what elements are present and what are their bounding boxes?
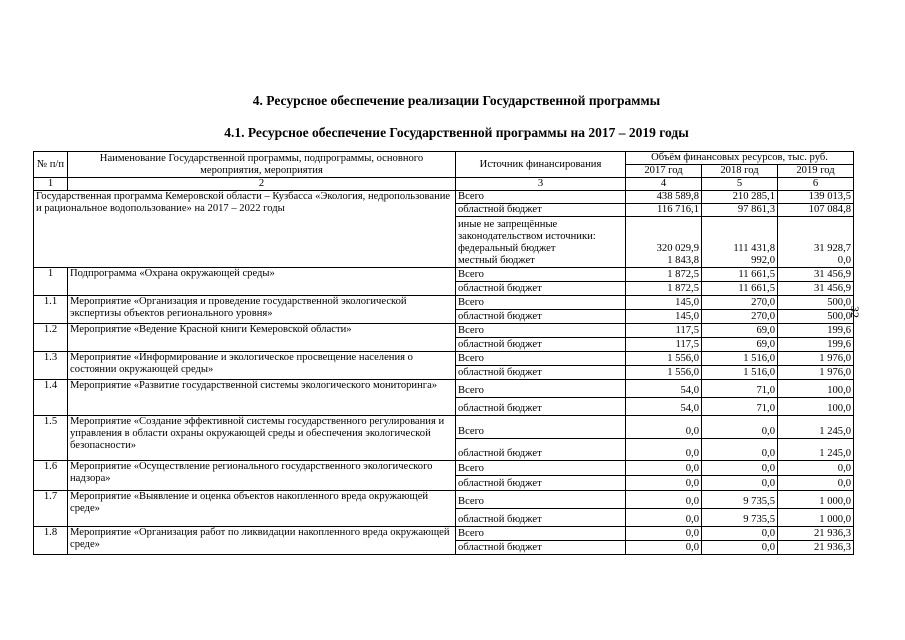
table-row (34, 352, 854, 366)
value-cell: 71,0 (702, 398, 778, 416)
value-cell: 100,0 (778, 398, 854, 416)
value-cell: 0,0 (626, 416, 702, 439)
item-name: Мероприятие «Организация работ по ликвидации накопленного вреда окружающей среде» (68, 527, 456, 555)
header-name: Наименование Государственной программы, подпрограммы, основного мероприятия, мероприятия (68, 152, 456, 178)
table-colnum-row (34, 178, 854, 191)
table-row (34, 191, 854, 204)
value-cell: 11 661,5 (702, 282, 778, 296)
value-cell: 0,0 (702, 439, 778, 461)
value-cell: 210 285,1 (702, 191, 778, 204)
value-cell: 1 976,0 (778, 366, 854, 380)
value-cell: 145,0 (626, 310, 702, 324)
source-cell: Всего (456, 191, 626, 204)
source-cell: областной бюджет (456, 282, 626, 296)
table-row (34, 268, 854, 282)
value-cell: 0,0 (778, 461, 854, 476)
value-cell: 107 084,8 (778, 204, 854, 217)
value-cell: 145,0 (626, 296, 702, 310)
table-row (34, 416, 854, 439)
table-header-row (34, 152, 854, 165)
source-cell: областной бюджет (456, 338, 626, 352)
value-cell: 97 861,3 (702, 204, 778, 217)
value-cell: 500,0 (778, 310, 854, 324)
value-cell: 9 735,5 (702, 491, 778, 509)
item-number: 1.2 (34, 324, 68, 352)
header-volume: Объём финансовых ресурсов, тыс. руб. (626, 152, 854, 165)
value-cell (778, 217, 854, 244)
value-cell: 31 928,7 (778, 243, 854, 255)
source-cell: Всего (456, 324, 626, 338)
header-source: Источник финансирования (456, 152, 626, 178)
value-cell: 31 456,9 (778, 282, 854, 296)
page-number: 32 (848, 306, 862, 318)
value-cell: 21 936,3 (778, 527, 854, 541)
value-cell: 54,0 (626, 398, 702, 416)
value-cell: 0,0 (626, 527, 702, 541)
source-cell: областной бюджет (456, 509, 626, 527)
source-cell: Всего (456, 461, 626, 476)
value-cell (702, 217, 778, 244)
value-cell: 11 661,5 (702, 268, 778, 282)
value-cell: 438 589,8 (626, 191, 702, 204)
value-cell: 320 029,9 (626, 243, 702, 255)
table-row (34, 324, 854, 338)
source-cell: Всего (456, 352, 626, 366)
section-title: 4. Ресурсное обеспечение реализации Государственной программы (252, 93, 661, 108)
value-cell: 111 431,8 (702, 243, 778, 255)
item-number: 1.7 (34, 491, 68, 527)
value-cell: 117,5 (626, 338, 702, 352)
program-name: Государственная программа Кемеровской области – Кузбасса «Экология, недропользование и рациональное водопользование» на 2017 – 2022 годы (34, 191, 456, 268)
item-number: 1.3 (34, 352, 68, 380)
item-name: Мероприятие «Организация и проведение государственной экологической экспертизы объектов регионального уровня» (68, 296, 456, 324)
value-cell: 1 843,8 (626, 255, 702, 268)
value-cell: 0,0 (626, 491, 702, 509)
item-name: Мероприятие «Осуществление регионального государственного экологического надзора» (68, 461, 456, 491)
value-cell: 139 013,5 (778, 191, 854, 204)
table-body (34, 191, 854, 555)
item-number: 1.6 (34, 461, 68, 491)
value-cell: 0,0 (702, 476, 778, 491)
table-row (34, 296, 854, 310)
value-cell: 9 735,5 (702, 509, 778, 527)
value-cell: 0,0 (778, 255, 854, 268)
value-cell: 1 245,0 (778, 416, 854, 439)
value-cell: 0,0 (626, 439, 702, 461)
colnum: 6 (778, 178, 854, 191)
value-cell: 500,0 (778, 296, 854, 310)
value-cell: 1 872,5 (626, 282, 702, 296)
value-cell: 1 516,0 (702, 366, 778, 380)
item-number: 1.8 (34, 527, 68, 555)
source-cell: Всего (456, 416, 626, 439)
source-cell: Всего (456, 268, 626, 282)
header-num: № п/п (34, 152, 68, 178)
source-cell: областной бюджет (456, 541, 626, 555)
source-cell: иные не запрещённые законодательством источники: (456, 217, 626, 244)
item-number: 1.5 (34, 416, 68, 461)
source-cell: областной бюджет (456, 366, 626, 380)
source-cell: областной бюджет (456, 476, 626, 491)
source-cell: Всего (456, 491, 626, 509)
value-cell: 0,0 (702, 527, 778, 541)
value-cell: 270,0 (702, 296, 778, 310)
item-name: Мероприятие «Выявление и оценка объектов накопленного вреда окружающей среде» (68, 491, 456, 527)
item-name: Мероприятие «Развитие государственной системы экологического мониторинга» (68, 380, 456, 416)
value-cell: 69,0 (702, 324, 778, 338)
value-cell: 69,0 (702, 338, 778, 352)
value-cell: 270,0 (702, 310, 778, 324)
value-cell: 116 716,1 (626, 204, 702, 217)
value-cell: 117,5 (626, 324, 702, 338)
value-cell: 0,0 (626, 509, 702, 527)
value-cell: 21 936,3 (778, 541, 854, 555)
value-cell: 71,0 (702, 380, 778, 398)
value-cell: 0,0 (626, 476, 702, 491)
value-cell: 0,0 (778, 476, 854, 491)
source-cell: областной бюджет (456, 204, 626, 217)
item-number: 1 (34, 268, 68, 296)
colnum: 2 (68, 178, 456, 191)
header-year: 2018 год (702, 165, 778, 178)
source-cell: областной бюджет (456, 439, 626, 461)
value-cell: 100,0 (778, 380, 854, 398)
item-name: Мероприятие «Информирование и экологическое просвещение населения о состоянии окружающей среды» (68, 352, 456, 380)
colnum: 3 (456, 178, 626, 191)
source-cell: Всего (456, 380, 626, 398)
value-cell: 0,0 (626, 461, 702, 476)
item-number: 1.4 (34, 380, 68, 416)
header-year: 2019 год (778, 165, 854, 178)
table-row (34, 461, 854, 476)
value-cell: 1 976,0 (778, 352, 854, 366)
value-cell: 54,0 (626, 380, 702, 398)
source-cell: Всего (456, 296, 626, 310)
value-cell: 1 872,5 (626, 268, 702, 282)
resource-table (33, 151, 854, 555)
colnum: 5 (702, 178, 778, 191)
table-row (34, 491, 854, 509)
source-cell: местный бюджет (456, 255, 626, 268)
value-cell: 1 000,0 (778, 491, 854, 509)
value-cell: 0,0 (702, 461, 778, 476)
header-year: 2017 год (626, 165, 702, 178)
source-cell: областной бюджет (456, 310, 626, 324)
item-name: Мероприятие «Создание эффективной системы государственного регулирования и управления в области охраны окружающей среды и обеспечения экологической безопасности» (68, 416, 456, 461)
value-cell: 1 556,0 (626, 352, 702, 366)
value-cell: 0,0 (626, 541, 702, 555)
value-cell: 0,0 (702, 541, 778, 555)
item-name: Мероприятие «Ведение Красной книги Кемеровской области» (68, 324, 456, 352)
table-row (34, 527, 854, 541)
value-cell (626, 217, 702, 244)
item-name: Подпрограмма «Охрана окружающей среды» (68, 268, 456, 296)
value-cell: 1 000,0 (778, 509, 854, 527)
source-cell: Всего (456, 527, 626, 541)
value-cell: 1 556,0 (626, 366, 702, 380)
value-cell: 1 516,0 (702, 352, 778, 366)
value-cell: 992,0 (702, 255, 778, 268)
source-cell: областной бюджет (456, 398, 626, 416)
source-cell: федеральный бюджет (456, 243, 626, 255)
value-cell: 199,6 (778, 338, 854, 352)
value-cell: 199,6 (778, 324, 854, 338)
item-number: 1.1 (34, 296, 68, 324)
subsection-title: 4.1. Ресурсное обеспечение Государственной программы на 2017 – 2019 годы (224, 125, 689, 140)
colnum: 4 (626, 178, 702, 191)
value-cell: 0,0 (702, 416, 778, 439)
value-cell: 1 245,0 (778, 439, 854, 461)
table-row (34, 380, 854, 398)
colnum: 1 (34, 178, 68, 191)
value-cell: 31 456,9 (778, 268, 854, 282)
